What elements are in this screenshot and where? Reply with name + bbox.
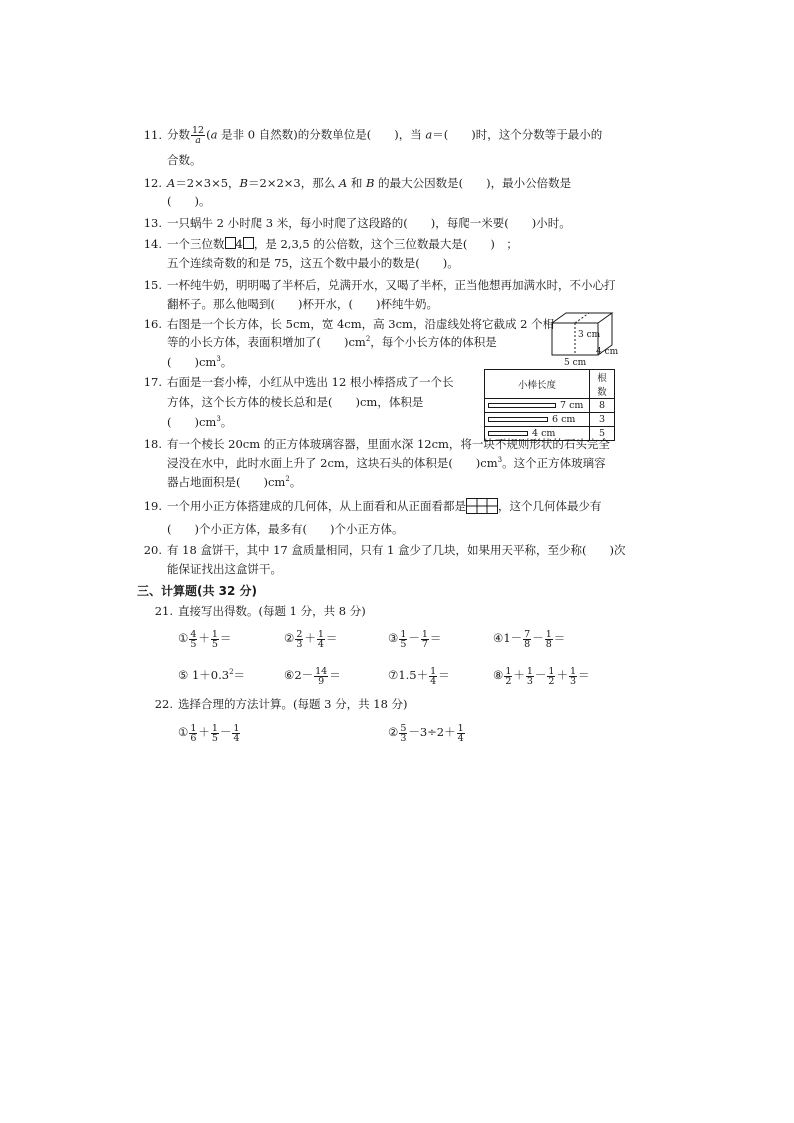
blank-box xyxy=(243,237,254,249)
question-14-cont: 五个连续奇数的和是 75，这五个数中最小的数是( )。 xyxy=(167,256,459,270)
table-header: 小棒长度 根数 xyxy=(485,370,615,399)
question-15-cont: 翻杯子。那么他喝到( )杯开水，( )杯纯牛奶。 xyxy=(167,297,438,311)
cut-line xyxy=(575,313,589,323)
question-18-l2: 浸没在水中，此时水面上升了 2cm，这块石头的体积是( )$cm^3$。这个正方体玻璃容 xyxy=(167,456,606,470)
table-row: 7 cm 8 xyxy=(485,399,615,413)
question-21: 21. 直接写出得数。(每题 1 分，共 8 分) xyxy=(154,604,366,618)
question-18-l3: 器占地面积是( )$cm^2$。 xyxy=(167,475,302,489)
expression: ⑧ $\frac{1}{2}$ ＋ $\frac{1}{3}$ － $\frac{1}{2}$ ＋ $\frac{1}{3}$ ＝ xyxy=(493,665,590,687)
question-18: 18. 有一个棱长 20cm 的正方体玻璃容器，里面水深 12cm，将一块不规则形状的石头完全 xyxy=(143,437,610,451)
question-22: 22. 选择合理的方法计算。(每题 3 分，共 18 分) xyxy=(154,697,408,711)
question-17-l2: 方体，这个长方体的棱长总和是( )cm，体积是 xyxy=(167,395,424,409)
expression: ⑤ $1+0.3^2=$ xyxy=(178,668,246,682)
question-11: 11. 分数 $\frac{12}{a}$ (a 是非 0 自然数)的分数单位是( )，当 a＝( )时，这个分数等于最小的 xyxy=(134,126,602,145)
stick-bar xyxy=(488,403,556,408)
expression: ② $\frac{2}{3}$ ＋ $\frac{1}{4}$ ＝ xyxy=(284,628,338,650)
table-row: 4 cm 5 xyxy=(485,427,615,441)
question-14: 14. 一个三位数 4 ，是 2,3,5 的公倍数，这个三位数最大是( ) ； xyxy=(143,237,518,251)
height-label: 3 cm xyxy=(578,330,601,340)
fraction: $\frac{12}{a}$ xyxy=(192,125,205,146)
expression: ④1－ $\frac{7}{8}$ － $\frac{1}{8}$ ＝ xyxy=(493,628,566,650)
question-19-cont: ( )个小正方体，最多有( )个小正方体。 xyxy=(167,522,404,536)
question-16-l2: 等的小长方体，表面积增加了( )$cm^2$，每个小长方体的体积是 xyxy=(167,335,497,349)
expression: ① $\frac{4}{5}$ ＋ $\frac{1}{5}$ ＝ xyxy=(178,628,232,650)
expression: ⑦1.5＋ $\frac{1}{4}$ ＝ xyxy=(388,665,450,687)
expression: ③ $\frac{1}{5}$ － $\frac{1}{7}$ ＝ xyxy=(388,628,442,650)
question-17: 17. 右面是一套小棒，小红从中选出 12 根小棒搭成了一个长 xyxy=(143,375,454,389)
question-20-cont: 能保证找出这盒饼干。 xyxy=(167,562,282,576)
width-label: 4 cm xyxy=(596,347,619,357)
question-number: 11. xyxy=(143,127,162,142)
question-15: 15. 一杯纯牛奶，明明喝了半杯后，兑满开水，又喝了半杯，正当他想再加满水时，不小心打 xyxy=(143,278,616,292)
expression: ② $\frac{5}{3}$ －3÷2＋ $\frac{1}{4}$ xyxy=(388,722,464,744)
expression: ① $\frac{1}{6}$ ＋ $\frac{1}{5}$ － $\frac{1}{4}$ xyxy=(178,722,240,744)
section-title: 三、计算题(共 32 分) xyxy=(137,584,258,598)
question-20: 20. 有 18 盒饼干，其中 17 盒质量相同，只有 1 盒少了几块，如果用天平称，至少称( )次 xyxy=(143,543,626,557)
length-label: 5 cm xyxy=(564,358,587,368)
cuboid-figure xyxy=(548,310,624,368)
question-17-l3: ( )$cm^3$。 xyxy=(167,415,233,429)
question-13: 13. 一只蜗牛 2 小时爬 3 米，每小时爬了这段路的( )，每爬一米要( )小时。 xyxy=(143,216,571,230)
question-16: 16. 右图是一个长方体，长 5cm，宽 4cm，高 3cm，沿虚线处将它截成 2 个相 xyxy=(143,317,555,331)
table-row: 6 cm 3 xyxy=(485,413,615,427)
question-12-cont: ( )。 xyxy=(167,194,211,208)
blank-box xyxy=(225,237,236,249)
question-11-cont: 合数。 xyxy=(167,153,202,167)
stick-bar xyxy=(488,417,548,422)
question-16-l3: ( )$cm^3$。 xyxy=(167,355,233,369)
stick-table xyxy=(484,369,615,441)
question-19: 19. 一个用小正方体搭建成的几何体，从上面看和从正面看都是 ，这个几何体最少有 xyxy=(143,499,602,513)
expression: ⑥2－ $\frac{14}{9}$ ＝ xyxy=(284,665,341,687)
question-12: 12. A＝2×3×5，B＝2×2×3，那么 A 和 B 的最大公因数是( )，最小公倍数是 xyxy=(143,176,572,190)
view-icon xyxy=(466,498,498,514)
